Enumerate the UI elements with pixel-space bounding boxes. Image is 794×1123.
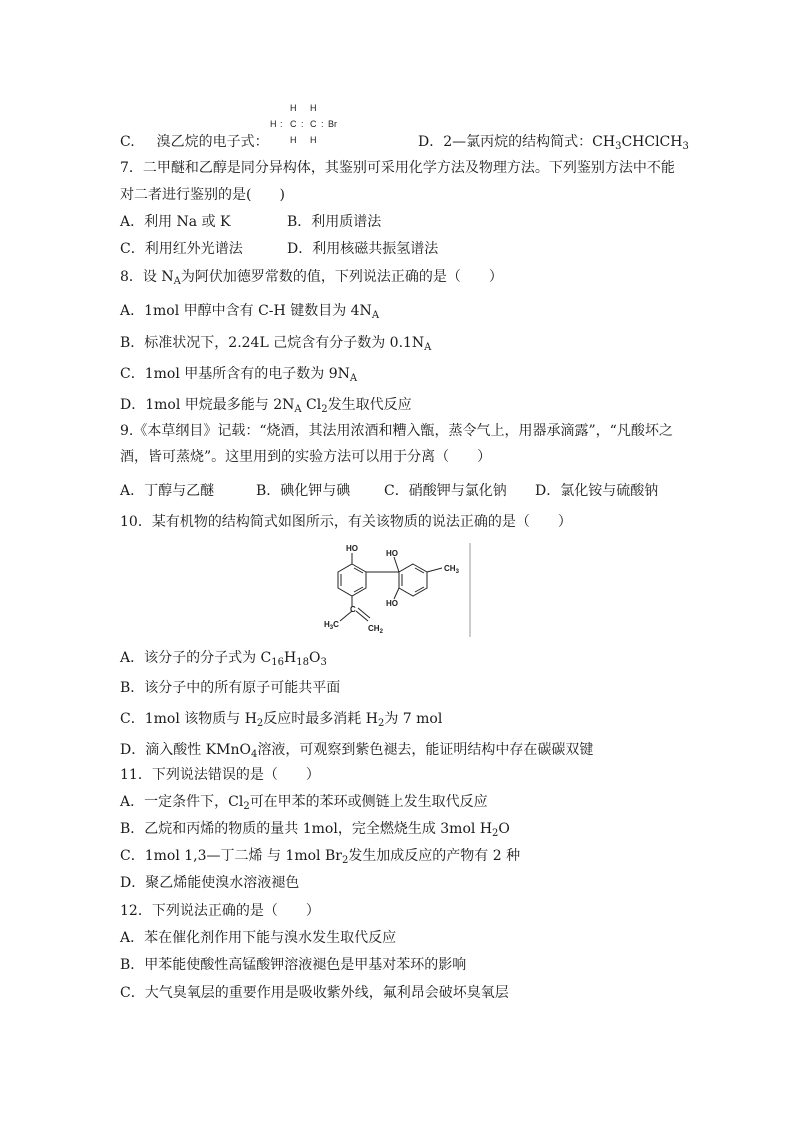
atom-h: H: [310, 135, 317, 145]
q10-structure-diagram: [320, 541, 472, 637]
subscript: A: [371, 310, 380, 321]
electron-pair: :: [321, 119, 324, 129]
atom-h: H: [290, 135, 297, 145]
q9-stem-line1: 9.《本草纲目》记载：“烧酒，其法用浓酒和糟入甑，蒸令气上，用器承滴露”，“凡酸坏之: [120, 423, 673, 439]
label-c: C: [350, 605, 356, 614]
q11-stem: 11．下列说法错误的是（ ）: [120, 767, 320, 783]
electron-pair: :: [301, 119, 304, 129]
q8-option-b: [120, 334, 431, 352]
option-text: 溴乙烷的电子式：: [156, 134, 269, 150]
q12-option-a: A．苯在催化剂作用下能与溴水发生取代反应: [120, 930, 397, 946]
option-text: C．1mol 甲基所含有的电子数为 9N: [120, 366, 350, 382]
label-ch2: $CH_2$: [368, 624, 383, 635]
subscript: 2: [341, 855, 349, 866]
option-text: H: [284, 650, 297, 666]
subscript: 18: [296, 657, 309, 668]
atom-h: H: [290, 103, 297, 113]
subscript: A: [294, 404, 302, 415]
q10-option-b: B．该分子中的所有原子可能共平面: [120, 680, 341, 696]
option-text: 可在甲苯的苯环或侧链上发生取代反应: [249, 794, 488, 810]
option-text: D．2—氯丙烷的结构简式：CH: [418, 134, 616, 150]
option-text: O: [308, 650, 321, 666]
option-text: Cl: [301, 397, 322, 413]
label-ho: HO: [346, 544, 358, 553]
subscript: 2: [321, 404, 328, 415]
q8-option-d: [120, 396, 412, 414]
subscript: 2: [256, 718, 264, 729]
atom-h: H: [310, 103, 317, 113]
q10-option-c: [120, 710, 442, 728]
q11-option-a: [120, 793, 488, 811]
subscript: 3: [682, 141, 689, 152]
option-text: 发生取代反应: [327, 397, 412, 413]
left-benzene-ring: [338, 564, 366, 596]
option-text: B．乙烷和丙烯的物质的量共 1mol，完全燃烧生成 3mol H: [120, 821, 493, 837]
subscript: 4: [250, 749, 258, 760]
q9-option-c: C．硝酸钾与氯化钠: [384, 483, 507, 499]
q12-option-b: B．甲苯能使酸性高锰酸钾溶液褪色是甲基对苯环的影响: [120, 957, 467, 973]
q7-option-d: D．利用核磁共振氢谱法: [287, 241, 439, 257]
option-text: 溶液，可观察到紫色褪去，能证明结构中存在碳碳双键: [257, 742, 594, 758]
q7-option-b: B．利用质谱法: [287, 214, 382, 230]
option-text: A．1mol 甲醇中含有 C-H 键数目为 4N: [120, 303, 372, 319]
atom-h: H: [270, 119, 277, 129]
label-h3c: $H_3C$: [324, 620, 339, 631]
option-text: 发生加成反应的产物有 2 种: [348, 848, 521, 864]
option-text: 反应时最多消耗 H: [263, 711, 378, 727]
ethyl-bromide-electron-formula: [270, 103, 350, 149]
q8-option-a: [120, 302, 379, 320]
option-text: D．滴入酸性 KMnO: [120, 742, 251, 758]
q10-stem: 10．某有机物的结构简式如图所示，有关该物质的说法正确的是（ ）: [120, 514, 572, 530]
q8-option-c: [120, 365, 357, 383]
option-text: O: [498, 821, 510, 837]
q12-stem: 12．下列说法正确的是（ ）: [120, 903, 320, 919]
q8-stem: [120, 268, 503, 286]
q10-option-a: [120, 649, 327, 667]
subscript: 2: [492, 828, 499, 839]
stem-text: 为阿伏加德罗常数的值，下列说法正确的是（ ）: [180, 269, 503, 285]
option-text: A．一定条件下，Cl: [120, 794, 244, 810]
option-text: B．标准状况下，2.24L 己烷含有分子数为 0.1N: [120, 335, 425, 351]
q9-option-b: B．碘化钾与碘: [256, 483, 351, 499]
subscript: 2: [377, 718, 385, 729]
q12-option-c: C．大气臭氧层的重要作用是吸收紫外线，氟利昂会破坏臭氧层: [120, 985, 509, 1001]
q9-option-d: D．氯化铵与硫酸钠: [535, 483, 659, 499]
subscript: 3: [320, 657, 327, 668]
option-label: C.: [120, 134, 135, 150]
stem-text: 8．设 N: [120, 269, 174, 285]
q11-option-c: [120, 847, 520, 865]
option-text: 为 7 mol: [384, 711, 443, 727]
option-text: CHClCH: [621, 134, 683, 150]
atom-br: Br: [328, 119, 337, 129]
option-text: D．1mol 甲烷最多能与 2N: [120, 397, 295, 413]
label-ho: HO: [386, 599, 398, 608]
atom-c: C: [310, 119, 317, 129]
subscript: A: [349, 373, 358, 384]
q11-option-d: D．聚乙烯能使溴水溶液褪色: [120, 875, 300, 891]
q10-option-d: [120, 741, 593, 759]
subscript: 3: [615, 141, 622, 152]
option-text: C．1mol 该物质与 H: [120, 711, 257, 727]
option-text: A．该分子的分子式为 C: [120, 650, 272, 666]
atom-c: C: [290, 119, 297, 129]
q9-stem-line2: 酒，皆可蒸烧”。这里用到的实验方法可以用于分离（ ）: [120, 449, 492, 465]
option-text: C．1mol 1,3—丁二烯 与 1mol Br: [120, 848, 342, 864]
subscript: A: [173, 276, 181, 287]
electron-pair: :: [280, 119, 283, 129]
q7-option-a: A．利用 Na 或 K: [120, 214, 231, 230]
subscript: 2: [243, 801, 250, 812]
q7-stem-line2: 对二者进行鉴别的是( ): [120, 187, 285, 203]
label-ch3: $CH_3$: [444, 564, 459, 575]
subscript: 16: [271, 657, 285, 668]
q6-option-c: [120, 133, 269, 151]
q7-stem-line1: 7．二甲醚和乙醇是同分异构体，其鉴别可采用化学方法及物理方法。下列鉴别方法中不能: [120, 160, 675, 176]
q7-option-c: C．利用红外光谱法: [120, 241, 243, 257]
label-ho: HO: [386, 549, 398, 558]
q9-option-a: A．丁醇与乙醚: [120, 483, 215, 499]
right-benzene-ring: [399, 564, 427, 596]
q11-option-b: [120, 820, 510, 838]
q6-option-d: [418, 133, 689, 151]
subscript: A: [424, 342, 432, 353]
